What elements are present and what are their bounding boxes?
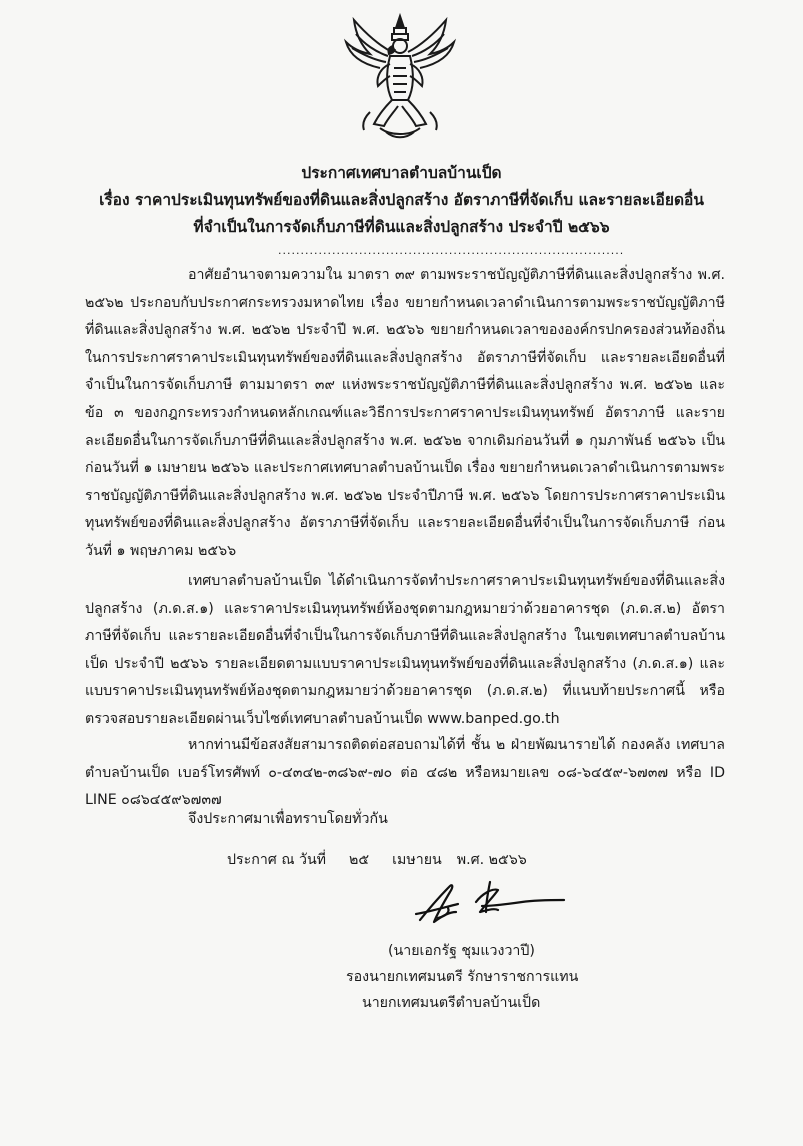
announcement-title: ประกาศเทศบาลตำบลบ้านเป็ด <box>301 164 502 182</box>
subject-line-continued: ที่จำเป็นในการจัดเก็บภาษีที่ดินและสิ่งปลูกสร้าง ประจำปี ๒๕๖๖ <box>193 218 610 236</box>
closing-statement: จึงประกาศมาเพื่อทราบโดยทั่วกัน <box>188 811 388 827</box>
signatory-name: (นายเอกรัฐ ชุมแวงวาปี) <box>388 943 535 959</box>
signatory-position-acting: นายกเทศมนตรีตำบลบ้านเป็ด <box>362 995 541 1011</box>
signatory-position: รองนายกเทศมนตรี รักษาราชการแทน <box>346 969 579 985</box>
paragraph-authority: อาศัยอำนาจตามความใน มาตรา ๓๙ ตามพระราชบัญญัติภาษีที่ดินและสิ่งปลูกสร้าง พ.ศ. ๒๕๖๒ ประกอบกับประกาศกระทรวงมหาดไทย เรื่อง ขยายกำหนดเวลาดำเนินการตามพระราชบัญญัติภาษีที่ดินและสิ่งปลูกสร้าง พ.ศ. ๒๕๖๒ ประจำปี พ.ศ. ๒๕๖๖ ขยายกำหนดเวลาขององค์กรปกครองส่วนท้องถิ่นในการประกาศราคาประเมินทุนทรัพย์ของที่ดินและสิ่งปลูกสร้าง อัตราภาษีที่จัดเก็บ และรายละเอียดอื่นที่จำเป็นในการจัดเก็บภาษี ตามมาตรา ๓๙ แห่งพระราชบัญญัติภาษีที่ดินและสิ่งปลูกสร้าง พ.ศ. ๒๕๖๒ และข้อ ๓ ของกฎกระทรวงกำหนดหลักเกณฑ์และวิธีการประกาศราคาประเมินทุนทรัพย์ อัตราภาษี และรายละเอียดอื่นในการจัดเก็บภาษีที่ดินและสิ่งปลูกสร้าง พ.ศ. ๒๕๖๒ จากเดิมก่อนวันที่ ๑ กุมภาพันธ์ ๒๕๖๖ เป็นก่อนวันที่ ๑ เมษายน ๒๕๖๖ และประกาศเทศบาลตำบลบ้านเป็ด เรื่อง ขยายกำหนดเวลาดำเนินการตามพระราชบัญญัติภาษีที่ดินและสิ่งปลูกสร้าง พ.ศ. ๒๕๖๒ ประจำปีภาษี พ.ศ. ๒๕๖๖ โดยการประกาศราคาประเมินทุนทรัพย์ของที่ดินและสิ่งปลูกสร้าง อัตราภาษีที่จัดเก็บ และรายละเอียดอื่นที่จำเป็นในการจัดเก็บภาษี ก่อนวันที่ ๑ พฤษภาคม ๒๕๖๖ <box>85 267 725 559</box>
paragraph-assessment: เทศบาลตำบลบ้านเป็ด ได้ดำเนินการจัดทำประกาศราคาประเมินทุนทรัพย์ของที่ดินและสิ่งปลูกสร้าง (ภ.ด.ส.๑) และราคาประเมินทุนทรัพย์ห้องชุดตามกฎหมายว่าด้วยอาคารชุด (ภ.ด.ส.๒) อัตราภาษีที่จัดเก็บ และรายละเอียดอื่นที่จำเป็นในการจัดเก็บภาษีที่ดินและสิ่งปลูกสร้าง ในเขตเทศบาลตำบลบ้านเป็ด ประจำปี ๒๕๖๖ รายละเอียดตามแบบราคาประเมินทุนทรัพย์ของที่ดินและสิ่งปลูกสร้าง (ภ.ด.ส.๑) และแบบราคาประเมินทุนทรัพย์ห้องชุดตามกฎหมายว่าด้วยอาคารชุด (ภ.ด.ส.๒) ที่แนบท้ายประกาศนี้ หรือตรวจสอบรายละเอียดผ่านเว็บไซต์เทศบาลตำบลบ้านเป็ด www.banped.go.th <box>85 573 725 727</box>
handwritten-signature-icon <box>398 872 568 932</box>
garuda-emblem-icon <box>340 12 460 140</box>
date-month: เมษายน <box>392 852 442 868</box>
subject-line: เรื่อง ราคาประเมินทุนทรัพย์ของที่ดินและสิ่งปลูกสร้าง อัตราภาษีที่จัดเก็บ และรายละเอียดอื่น <box>99 191 704 209</box>
dotted-divider: ............................................................................. <box>278 244 625 257</box>
date-day: ๒๕ <box>349 852 370 868</box>
date-year: พ.ศ. ๒๕๖๖ <box>456 852 527 868</box>
date-prefix: ประกาศ ณ วันที่ <box>227 852 327 868</box>
paragraph-contact: หากท่านมีข้อสงสัยสามารถติดต่อสอบถามได้ที่ ชั้น ๒ ฝ่ายพัฒนารายได้ กองคลัง เทศบาลตำบลบ้านเป็ด เบอร์โทรศัพท์ ๐-๔๓๔๒-๓๘๖๙-๗๐ ต่อ ๔๘๒ หรือหมายเลข ๐๘-๖๔๕๙-๖๗๓๗ หรือ ID LINE ๐๘๖๔๕๙๖๗๓๗ <box>85 737 725 809</box>
announcement-date <box>227 849 527 871</box>
